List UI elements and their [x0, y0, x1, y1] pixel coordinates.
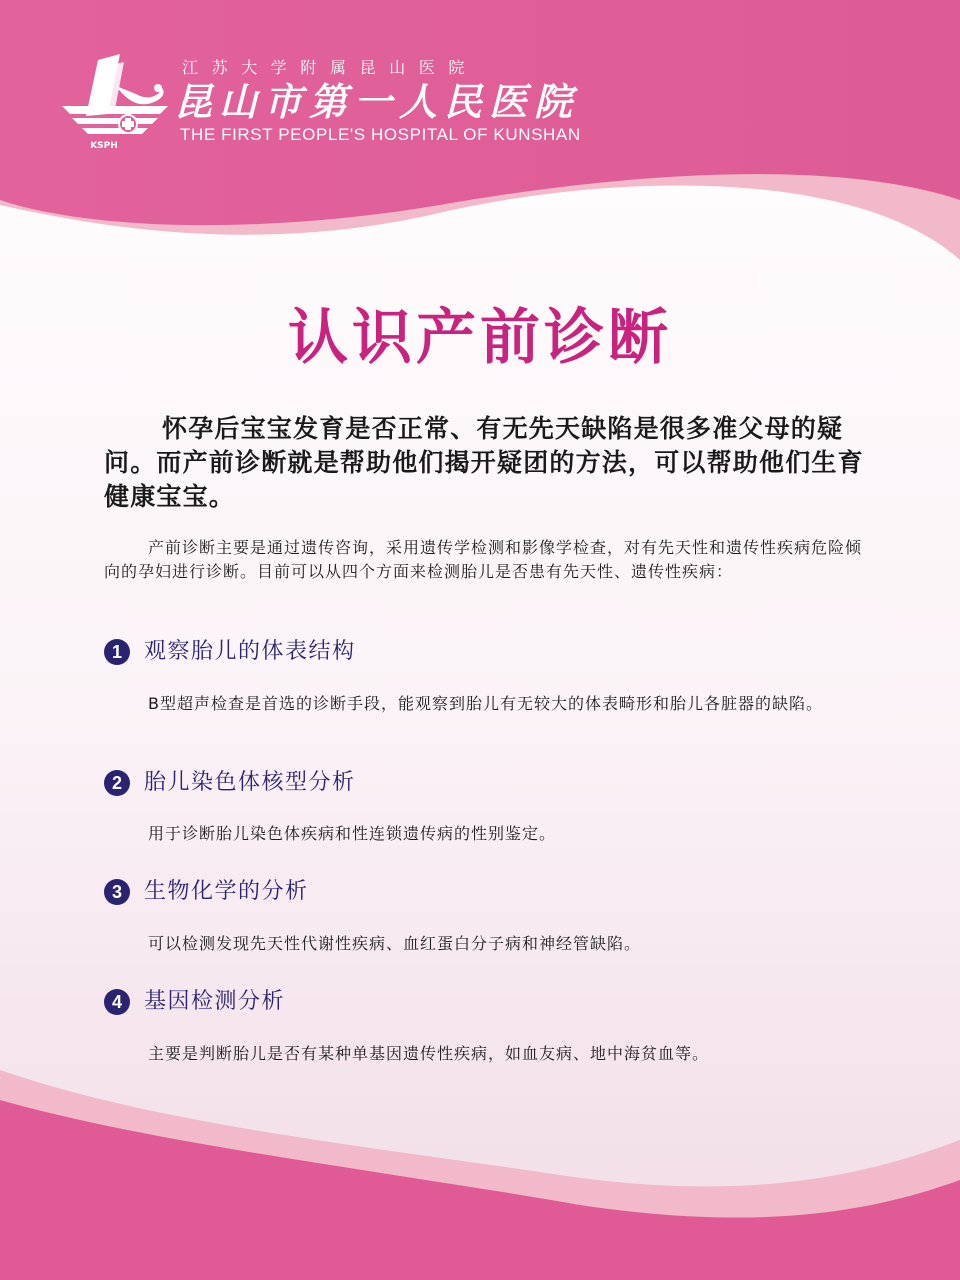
section-heading	[104, 767, 356, 799]
section-heading	[104, 986, 285, 1018]
section-body: 用于诊断胎儿染色体疾病和性连锁遗传病的性别鉴定。	[148, 824, 557, 843]
intro-paragraph: 怀孕后宝宝发育是否正常、有无先天缺陷是很多准父母的疑问。而产前诊断就是帮助他们揭开疑团的方法，可以帮助他们生育健康宝宝。	[104, 414, 864, 511]
hospital-logo-icon	[58, 52, 170, 152]
hospital-name-en: THE FIRST PEOPLE'S HOSPITAL OF KUNSHAN	[180, 125, 581, 144]
section-title: 生物化学的分析	[144, 879, 309, 904]
section-body: 主要是判断胎儿是否有某种单基因遗传性疾病，如血友病、地中海贫血等。	[148, 1044, 710, 1063]
section-heading	[104, 636, 356, 668]
section-number-badge: 4	[104, 989, 130, 1015]
section-title: 观察胎儿的体表结构	[144, 639, 356, 664]
page-title: 认识产前诊断	[288, 303, 672, 373]
logo-text: KSPH	[90, 141, 118, 151]
section-body: B型超声检查是首选的诊断手段，能观察到胎儿有无较大的体表畸形和胎儿各脏器的缺陷。	[148, 694, 823, 713]
section-number-badge: 3	[104, 879, 130, 905]
section-title: 胎儿染色体核型分析	[144, 770, 356, 795]
description-paragraph: 产前诊断主要是通过遗传咨询，采用遗传学检测和影像学检查，对有先天性和遗传性疾病危险倾向的孕妇进行诊断。目前可以从四个方面来检测胎儿是否患有先天性、遗传性疾病：	[104, 538, 863, 581]
section-body: 可以检测发现先天性代谢性疾病、血红蛋白分子病和神经管缺陷。	[148, 934, 642, 953]
header	[0, 0, 960, 170]
hospital-name-cn: 昆山市第一人民医院	[174, 79, 580, 124]
section-number-badge: 2	[104, 770, 130, 796]
affiliation-text: 江苏大学附属昆山医院	[182, 58, 479, 77]
section-title: 基因检测分析	[144, 989, 286, 1014]
section-heading	[104, 876, 309, 908]
section-number-badge: 1	[104, 639, 130, 665]
